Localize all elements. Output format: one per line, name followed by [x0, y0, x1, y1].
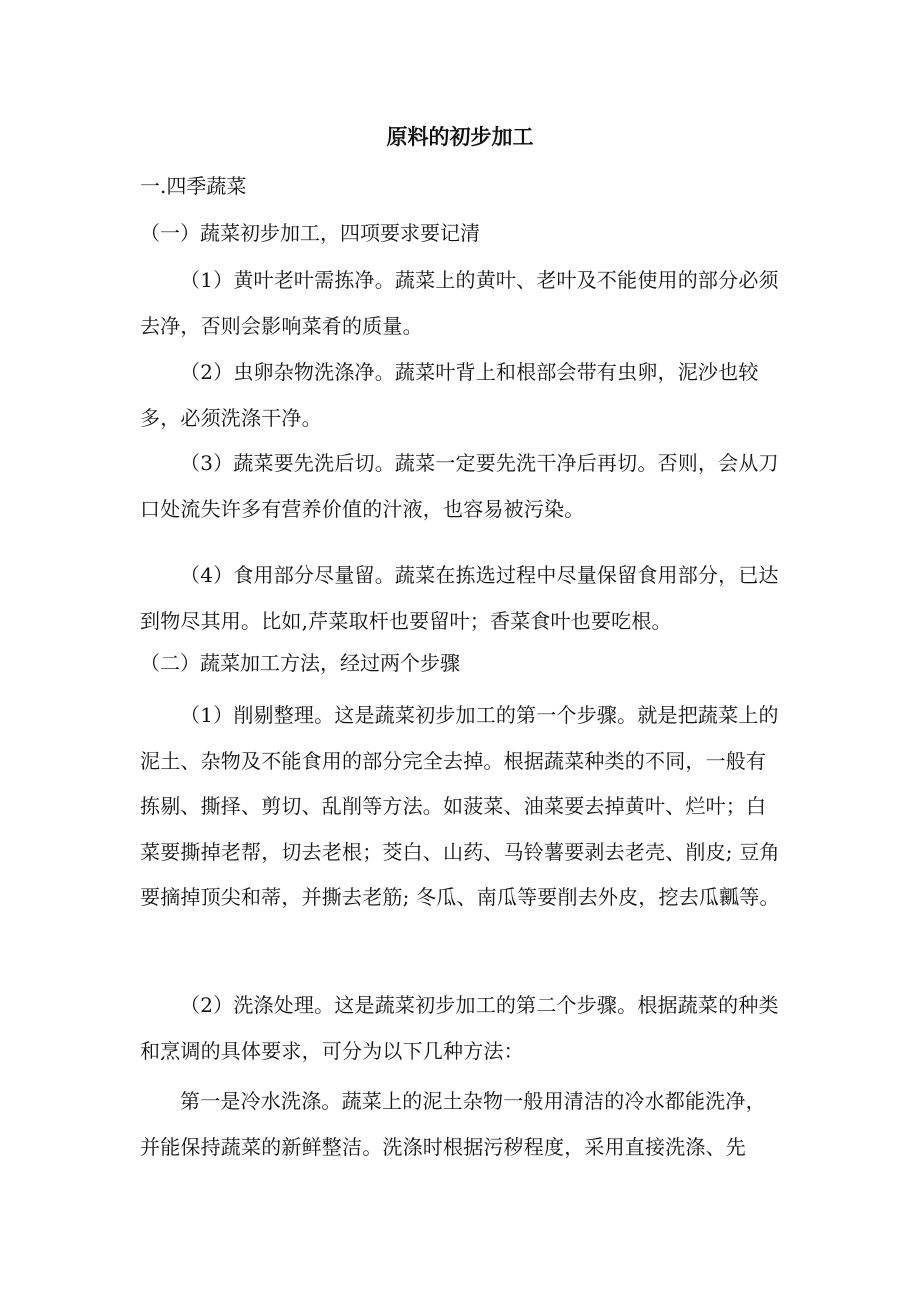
paragraph: 第一是冷水洗涤。蔬菜上的泥土杂物一般用清洁的冷水都能洗净，并能保持蔬菜的新鲜整洁。洗涤时根据污秽程度，采用直接洗涤、先	[140, 1089, 766, 1159]
paragraph: （2）洗涤处理。这是蔬菜初步加工的第二个步骤。根据蔬菜的种类和烹调的具体要求，可分为以下几种方法：	[140, 993, 779, 1063]
page-title: 原料的初步加工	[386, 124, 534, 149]
subsection-heading: （二）蔬菜加工方法，经过两个步骤	[140, 651, 460, 675]
subsection-heading: （一）蔬菜初步加工，四项要求要记清	[140, 221, 480, 245]
section-heading: 一.四季蔬菜	[140, 174, 247, 198]
paragraph: （2）虫卵杂物洗涤净。蔬菜叶背上和根部会带有虫卵，泥沙也较多，必须洗涤干净。	[140, 360, 759, 430]
paragraph: （4）食用部分尽量留。蔬菜在拣选过程中尽量保留食用部分，已达到物尽其用。比如,芹菜取杆也要留叶；香菜食叶也要吃根。	[140, 563, 779, 633]
paragraph: （3）蔬菜要先洗后切。蔬菜一定要先洗干净后再切。否则，会从刀口处流失许多有营养价值的汁液，也容易被污染。	[140, 451, 779, 521]
paragraph: （1）黄叶老叶需拣净。蔬菜上的黄叶、老叶及不能使用的部分必须去净，否则会影响菜肴的质量。	[140, 268, 779, 338]
paragraph: （1）削剔整理。这是蔬菜初步加工的第一个步骤。就是把蔬菜上的泥土、杂物及不能食用的部分完全去掉。根据蔬菜种类的不同，一般有拣剔、撕择、剪切、乱削等方法。如菠菜、油菜要去掉黄叶、烂叶；白菜要撕掉老帮，切去老根；茭白、山药、马铃薯要剥去老壳、削皮; 豆角要摘掉顶尖和蒂，并撕去老筋; 冬瓜、南瓜等要削去外皮，挖去瓜瓤等。	[140, 703, 780, 909]
